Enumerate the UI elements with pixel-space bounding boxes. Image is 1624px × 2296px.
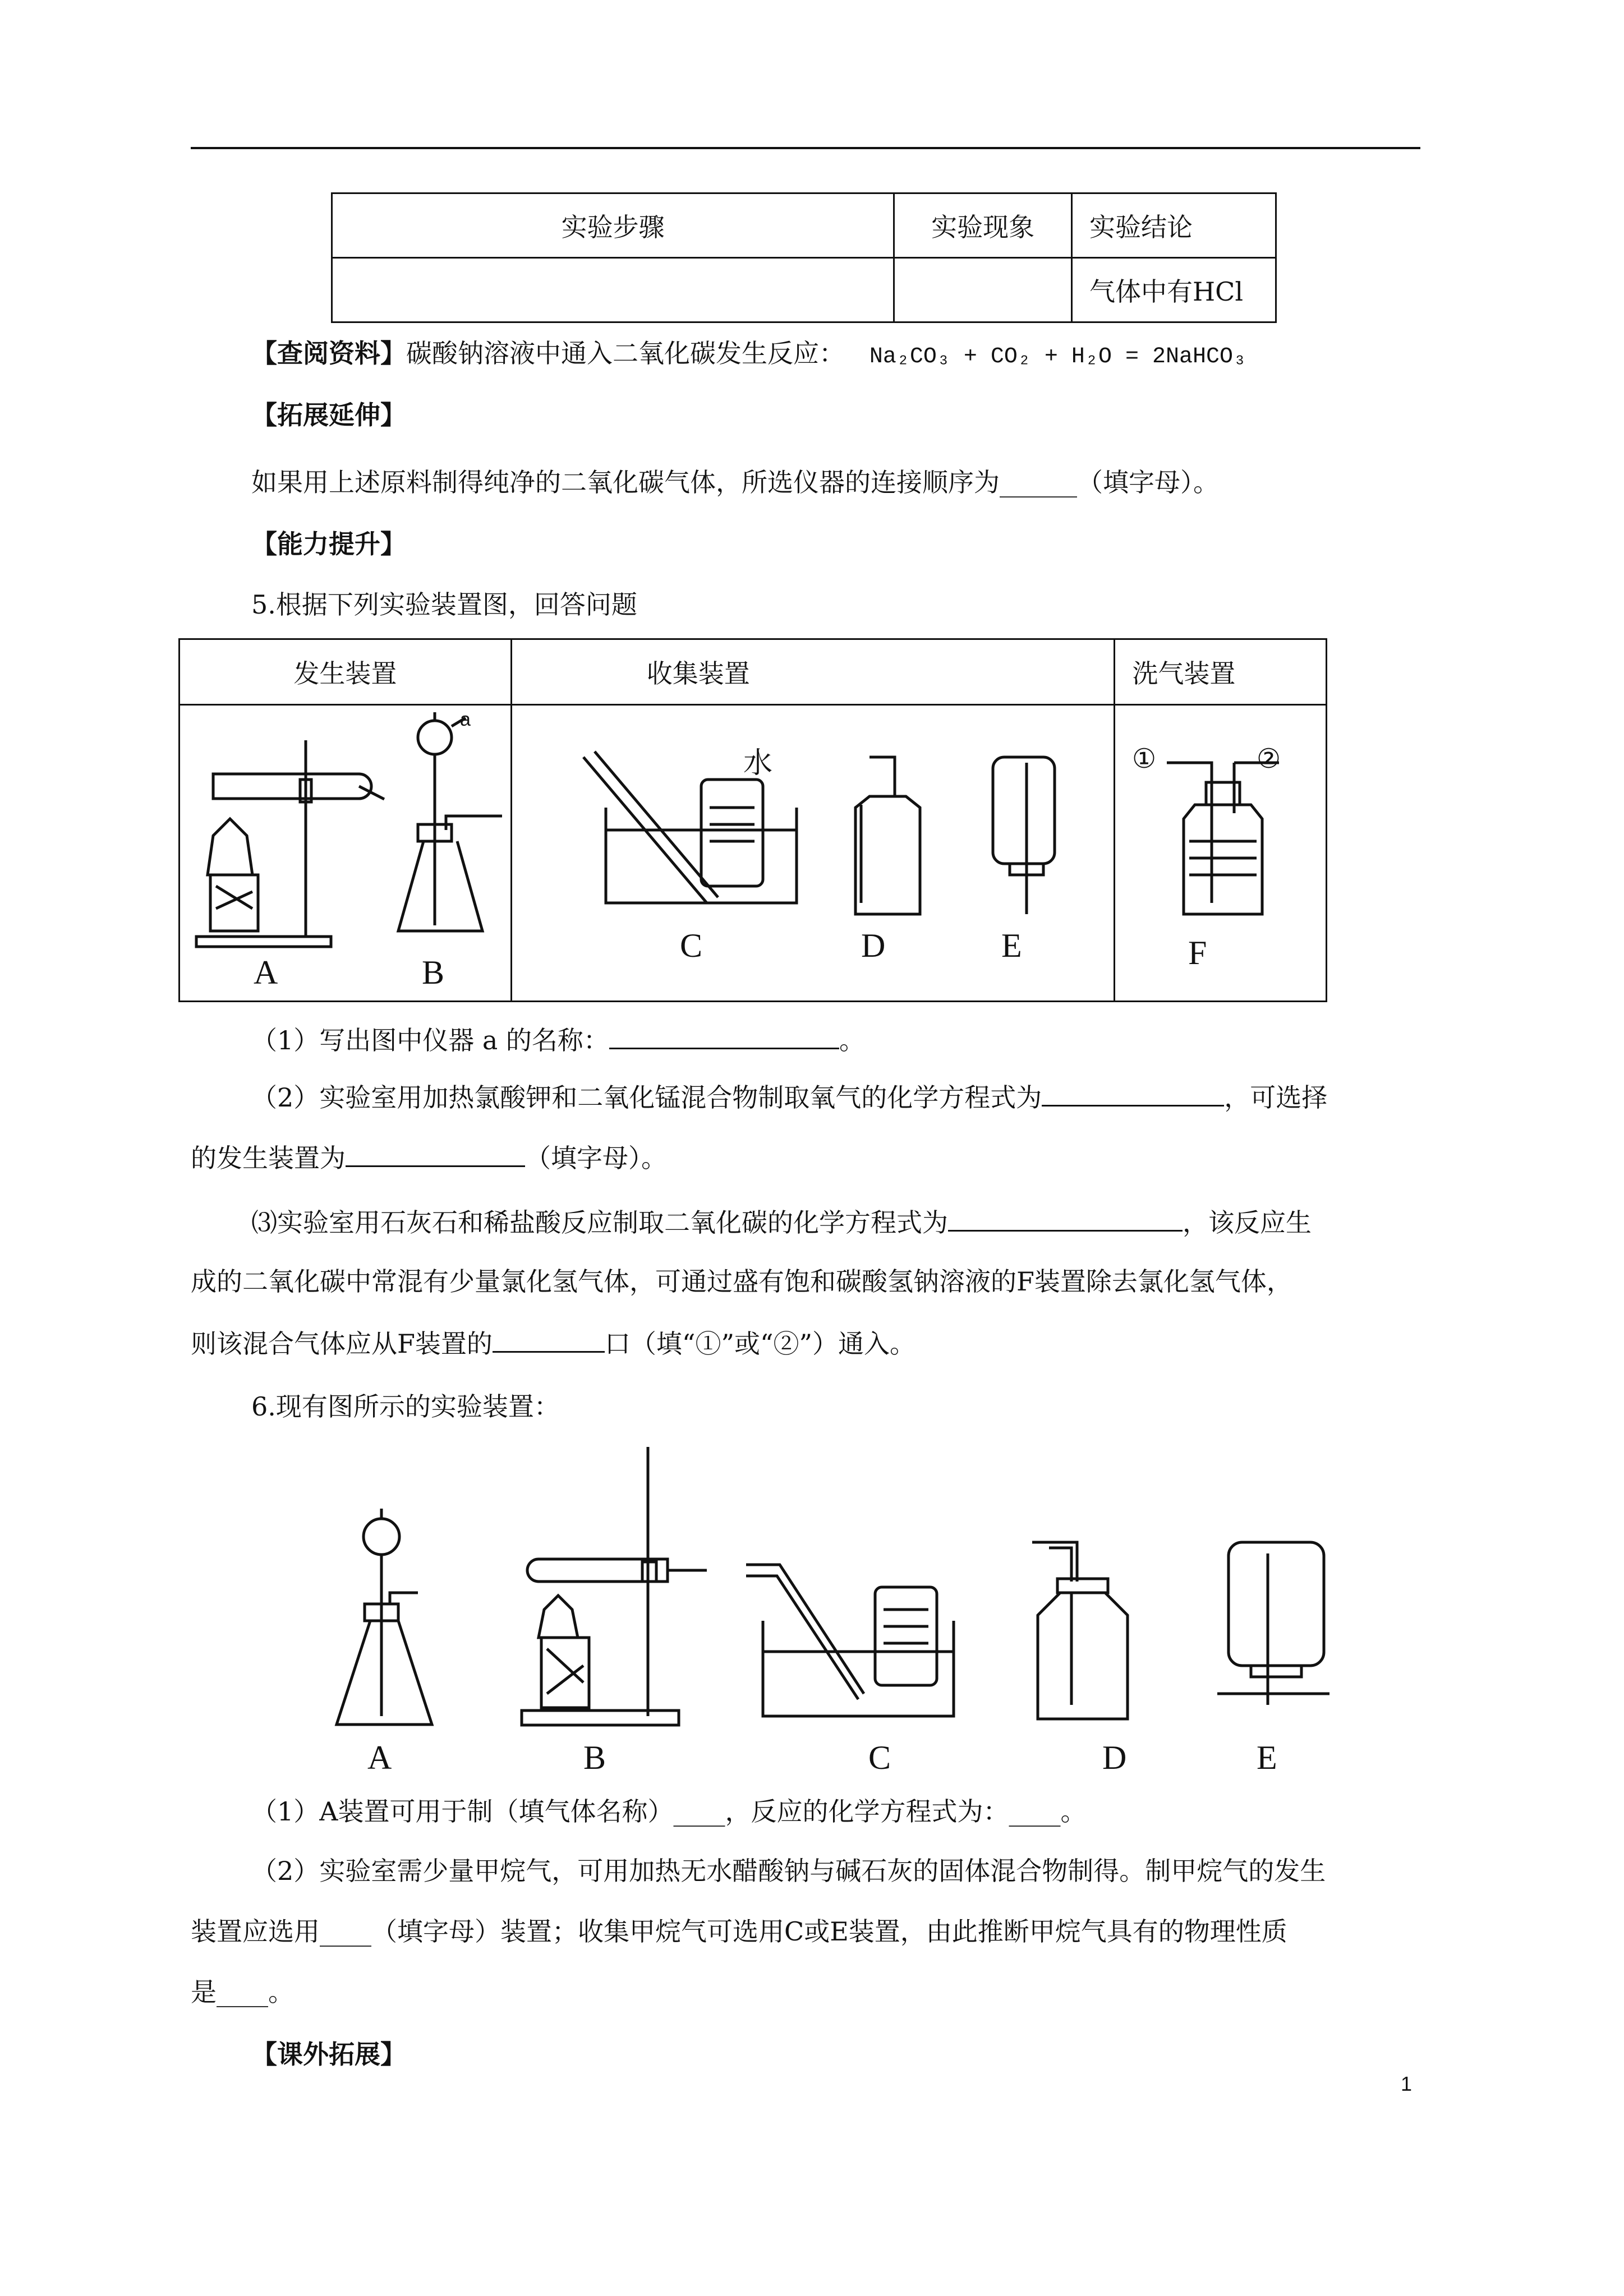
extend-text: 如果用上述原料制得纯净的二氧化碳气体，所选仪器的连接顺序为 [251, 467, 1000, 497]
q5-apparatus-d-drawing [836, 751, 926, 920]
conclusion-text: 气体中有HCl [1089, 276, 1244, 307]
q6-sub2-line3: 是____。 [191, 1977, 294, 2007]
q6-apparatus-a-drawing [334, 1509, 435, 1733]
answer-blank[interactable] [948, 1204, 1183, 1232]
q5-sub2-line1 [251, 1079, 1327, 1114]
q5-label-a: A [254, 954, 278, 991]
q5-apparatus-a-drawing [191, 723, 393, 959]
q6-stem: 6.现有图所示的实验装置： [251, 1391, 560, 1422]
table-header-cell: 实验现象 [894, 193, 1072, 258]
table-row [332, 258, 1276, 322]
experiment-table [331, 192, 1277, 323]
q5-apparatus-c-drawing [583, 746, 813, 925]
q6-sub2-line1: （2）实验室需少量甲烷气，可用加热无水醋酸钠与碱石灰的固体混合物制得。制甲烷气的发生 [251, 1856, 1326, 1886]
page-number: 1 [1401, 2072, 1413, 2095]
q5-sub2-text-cont: ，可选择 [1224, 1082, 1328, 1113]
q5-label-b: B [422, 954, 445, 991]
q5-sub3-text: ⑶实验室用石灰石和稀盐酸反应制取二氧化碳的化学方程式为 [251, 1207, 948, 1238]
answer-blank[interactable] [493, 1325, 605, 1353]
reference-text: 碳酸钠溶液中通入二氧化碳发生反应： [406, 338, 845, 368]
q6-label-d: D [1102, 1739, 1127, 1776]
table-header-cell: 发生装置 [180, 639, 512, 705]
q5-sub3-line3 [191, 1325, 915, 1361]
q5-label-a-funnel: a [460, 709, 471, 730]
extend-question [251, 465, 1219, 499]
q5-port2-label: ② [1257, 743, 1281, 774]
q6-label-a: A [367, 1739, 392, 1776]
extend-heading: 【拓展延伸】 [251, 400, 406, 430]
q5-sub1-end: 。 [839, 1025, 865, 1055]
q5-stem: 5.根据下列实验装置图，回答问题 [251, 589, 637, 620]
reference-equation: Na₂CO₃ + CO₂ + H₂O = 2NaHCO₃ [869, 344, 1246, 370]
q6-apparatus-d-drawing [1032, 1537, 1133, 1727]
table-cell [894, 258, 1072, 322]
q5-sub2-text-3: （填字母）。 [525, 1143, 667, 1173]
q5-sub1 [251, 1022, 865, 1057]
q6-label-e: E [1257, 1739, 1277, 1776]
q5-sub3-text-3: 口（填“①”或“②”）通入。 [604, 1329, 915, 1359]
reference-line [251, 336, 1246, 374]
q5-sub3-line1 [251, 1204, 1312, 1239]
q5-apparatus-e-drawing [987, 751, 1066, 920]
extend-blank: ______ [1000, 467, 1077, 497]
q6-label-b: B [583, 1739, 606, 1776]
extra-heading: 【课外拓展】 [251, 2039, 406, 2069]
q5-apparatus-b-drawing [393, 712, 516, 948]
table-cell [332, 258, 894, 322]
q6-apparatus-c-drawing [746, 1553, 959, 1722]
q5-sub1-text: （1）写出图中仪器 a 的名称： [251, 1025, 609, 1055]
table-header-cell: 实验步骤 [332, 193, 894, 258]
answer-blank[interactable] [346, 1140, 525, 1167]
q5-sub3-text-2: 则该混合气体应从F装置的 [191, 1329, 493, 1359]
table-row [180, 639, 1327, 705]
q5-sub2-text-2: 的发生装置为 [191, 1143, 346, 1173]
reference-label: 【查阅资料】 [251, 338, 406, 368]
answer-blank[interactable] [609, 1022, 839, 1049]
q5-sub2-text: （2）实验室用加热氯酸钾和二氧化锰混合物制取氧气的化学方程式为 [251, 1082, 1042, 1113]
q5-port1-label: ① [1132, 743, 1157, 774]
q5-sub3-text-cont: ，该反应生 [1183, 1207, 1312, 1238]
ability-heading: 【能力提升】 [251, 529, 406, 559]
table-header-cell: 洗气装置 [1115, 639, 1327, 705]
q5-water-label: 水 [743, 746, 773, 780]
table-header-cell: 实验结论 [1072, 193, 1276, 258]
answer-blank[interactable] [1042, 1079, 1224, 1106]
q5-sub3-line2: 成的二氧化碳中常混有少量氯化氢气体，可通过盛有饱和碳酸氢钠溶液的F装置除去氯化氢气体， [191, 1266, 1292, 1297]
q6-sub2-line2: 装置应选用____（填字母）装置；收集甲烷气可选用C或E装置，由此推断甲烷气具有的物理性质 [191, 1916, 1287, 1947]
table-header-cell: 收集装置 [511, 639, 1115, 705]
q5-label-c: C [680, 927, 703, 964]
q5-label-e: E [1001, 927, 1022, 964]
q6-apparatus-e-drawing [1217, 1537, 1341, 1727]
extend-text-end: （填字母）。 [1077, 467, 1219, 497]
q6-sub1: （1）A装置可用于制（填气体名称）____，反应的化学方程式为：____。 [251, 1796, 1087, 1827]
q5-sub2-line2 [191, 1140, 667, 1175]
q5-label-f: F [1188, 934, 1207, 971]
q6-label-c: C [868, 1739, 891, 1776]
q5-apparatus-f-drawing [1161, 751, 1285, 920]
header-rule [191, 147, 1420, 149]
table-row [332, 193, 1276, 258]
q6-apparatus-b-drawing [522, 1447, 712, 1733]
q5-label-d: D [861, 927, 886, 964]
table-cell [1072, 258, 1276, 322]
